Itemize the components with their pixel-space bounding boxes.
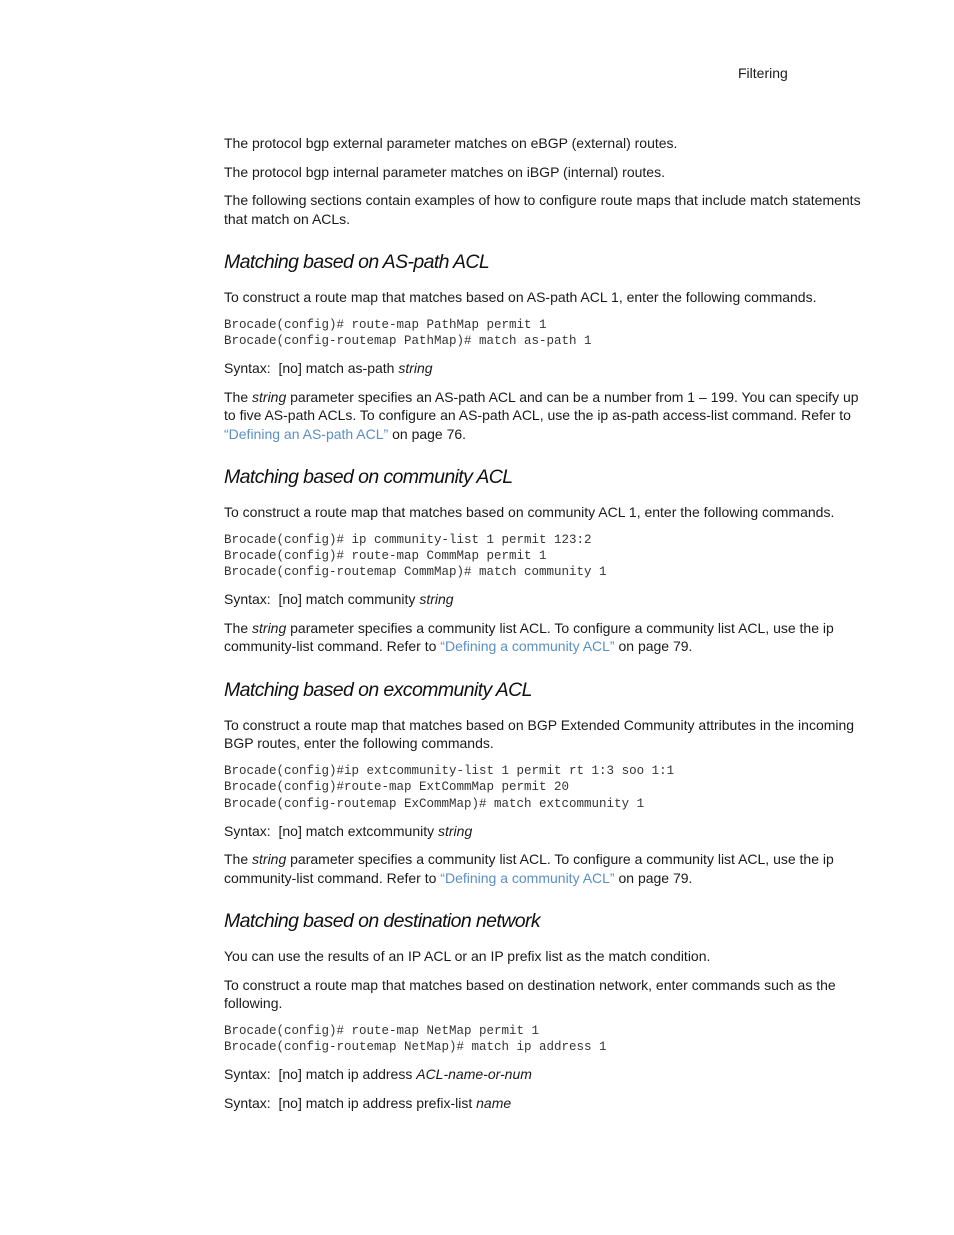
section-description: The string parameter specifies a community list ACL. To configure a community list ACL, use the ip community-list command. Refer to “Defining a community ACL” on page 79. — [224, 619, 834, 655]
page-content — [224, 134, 874, 1122]
syntax-line: Syntax: [no] match ip address prefix-list name — [224, 1094, 512, 1111]
section-heading-destination-network: Matching based on destination network — [224, 910, 541, 933]
cross-reference-link[interactable]: “Defining a community ACL” — [440, 638, 615, 655]
section-intro: To construct a route map that matches based on destination network, enter commands such as the following. — [224, 976, 836, 1012]
syntax-line: Syntax: [no] match community string — [224, 591, 454, 608]
section-intro: You can use the results of an IP ACL or an IP prefix list as the match condition. — [224, 948, 711, 965]
section-intro: To construct a route map that matches based on AS-path ACL 1, enter the following commands. — [224, 289, 817, 305]
intro-paragraph-internal: The protocol bgp internal parameter matches on iBGP (internal) routes. — [224, 163, 665, 180]
code-block: Brocade(config)# route-map NetMap permit 1 Brocade(config-routemap NetMap)# match ip address 1 — [224, 1023, 607, 1055]
intro-paragraph-external: The protocol bgp external parameter matches on eBGP (external) routes. — [224, 135, 678, 151]
section-intro: To construct a route map that matches based on community ACL 1, enter the following commands. — [224, 504, 835, 521]
code-block: Brocade(config)# route-map PathMap permit 1 Brocade(config-routemap PathMap)# match as-path 1 — [224, 317, 592, 348]
syntax-line: Syntax: [no] match ip address ACL-name-or-num — [224, 1066, 532, 1083]
section-description: The string parameter specifies a community list ACL. To configure a community list ACL, use the ip community-list command. Refer to “Defining a community ACL” on page 79. — [224, 851, 834, 886]
section-intro: To construct a route map that matches based on BGP Extended Community attributes in the incoming BGP routes, enter the following commands. — [224, 716, 855, 752]
cross-reference-link[interactable]: “Defining an AS-path ACL” — [224, 425, 389, 442]
section-heading-community: Matching based on community ACL — [224, 466, 513, 489]
section-description: The string parameter specifies an AS-path ACL and can be a number from 1 – 199. You can specify up to five AS-path ACLs. To configure an AS-path ACL, use the ip as-path access-list command. Refer to “Defining an AS-path ACL” on page 76. — [224, 388, 859, 442]
section-heading-as-path: Matching based on AS-path ACL — [224, 251, 490, 273]
section-heading-excommunity: Matching based on excommunity ACL — [224, 678, 532, 701]
keyword: protocol bgp external — [252, 135, 383, 151]
code-block: Brocade(config)# ip community-list 1 permit 123:2 Brocade(config)# route-map CommMap permit 1 Brocade(config-routemap CommMap)# match community 1 — [224, 532, 607, 580]
code-block: Brocade(config)#ip extcommunity-list 1 permit rt 1:3 soo 1:1 Brocade(config)#route-map ExtCommMap permit 20 Brocade(config-routemap ExCommMap)# match extcommunity 1 — [224, 763, 675, 811]
cross-reference-link[interactable]: “Defining a community ACL” — [440, 869, 615, 886]
keyword: protocol bgp internal — [252, 163, 379, 180]
running-header: Filtering — [738, 65, 788, 81]
intro-paragraph-sections: The following sections contain examples of how to configure route maps that include match statements that match on ACLs. — [224, 192, 861, 227]
syntax-line: Syntax: [no] match extcommunity string — [224, 822, 473, 839]
syntax-line: Syntax: [no] match as-path string — [224, 360, 433, 377]
